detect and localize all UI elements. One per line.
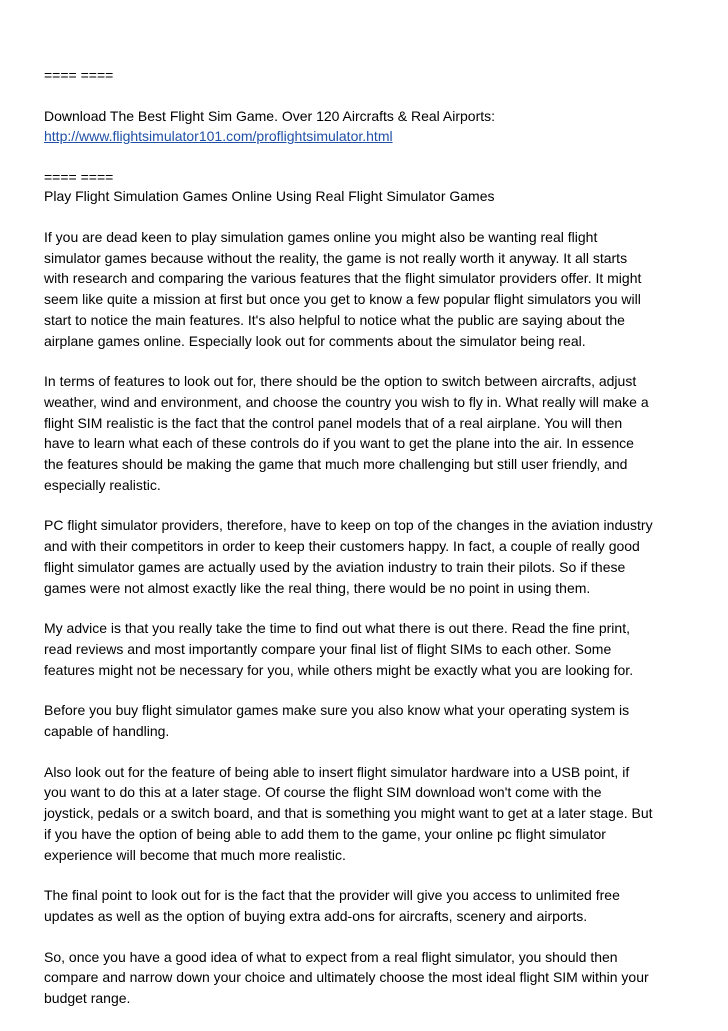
text-line: the features should be making the game that much more challenging but still user friendly, and [44, 456, 628, 473]
text-line: seem like quite a mission at first but once you get to know a few popular flight simulators you will [44, 291, 641, 308]
text-line: have to learn what each of these controls do if you want to get the plane into the air. In essence [44, 435, 634, 452]
text-line: The final point to look out for is the fact that the provider will give you access to unlimited free [44, 887, 620, 904]
separator-top: ==== ==== [44, 67, 114, 83]
text-line: features might not be necessary for you, while others might be exactly what you are looking for. [44, 661, 634, 678]
text-line: compare and narrow down your choice and ultimately choose the most ideal flight SIM within your [44, 969, 649, 986]
text-line: Also look out for the feature of being able to insert flight simulator hardware into a USB point, if [44, 763, 630, 780]
text-line: flight SIM realistic is the fact that the control panel models that of a real airplane. You will then [44, 414, 623, 431]
paragraph-4 [44, 618, 694, 680]
promo-text: Download The Best Flight Sim Game. Over 120 Aircrafts & Real Airports: [44, 108, 496, 124]
paragraph-1 [44, 227, 694, 351]
text-line: experience will become that much more realistic. [44, 846, 346, 863]
paragraph-6 [44, 762, 694, 866]
text-line: My advice is that you really take the time to find out what there is out there. Read the fine print, [44, 620, 630, 637]
text-line: PC flight simulator providers, therefore, have to keep on top of the changes in the aviation industry [44, 517, 653, 534]
text-line: Before you buy flight simulator games make sure you also know what your operating system is [44, 702, 630, 719]
text-line: airplane games online. Especially look out for comments about the simulator being real. [44, 332, 586, 349]
promo-link[interactable]: http://www.flightsimulator101.com/proflightsimulator.html [44, 128, 393, 144]
paragraph-8 [44, 947, 694, 1009]
text-line: budget range. [44, 990, 131, 1007]
text-line: with research and comparing the various features that the flight simulator providers offer. It might [44, 270, 642, 287]
text-line: So, once you have a good idea of what to expect from a real flight simulator, you should then [44, 948, 618, 965]
text-line: flight simulator games are actually used by the aviation industry to train their pilots. So if these [44, 558, 626, 575]
text-line: If you are dead keen to play simulation games online you might also be wanting real flight [44, 229, 598, 245]
text-line: especially realistic. [44, 476, 161, 493]
text-line: updates as well as the option of buying extra add-ons for aircrafts, scenery and airports. [44, 907, 588, 924]
text-line: games were not almost exactly like the real thing, there would be no point in using them. [44, 579, 591, 596]
paragraph-3 [44, 515, 694, 598]
text-line: capable of handling. [44, 723, 170, 740]
text-line: read reviews and most importantly compare your final list of flight SIMs to each other. Some [44, 640, 612, 657]
paragraph-7 [44, 885, 694, 926]
text-line: start to notice the main features. It's also helpful to notice what the public are saying about the [44, 311, 625, 328]
article-title: Play Flight Simulation Games Online Using Real Flight Simulator Games [44, 188, 495, 204]
paragraph-5 [44, 700, 694, 741]
text-line: joystick, pedals or a switch board, and that is something you might want to get at a later stage. But [44, 805, 653, 822]
text-line: and with their competitors in order to keep their customers happy. In fact, a couple of really good [44, 538, 640, 555]
text-line: simulator games because without the reality, the game is not really worth it anyway. It all starts [44, 249, 628, 266]
text-line: weather, wind and environment, and choose the country you wish to fly in. What really will make a [44, 393, 649, 410]
text-line: In terms of features to look out for, there should be the option to switch between aircrafts, adjust [44, 373, 637, 390]
text-line: if you have the option of being able to add them to the game, your online pc flight simulator [44, 825, 606, 842]
paragraph-2 [44, 371, 694, 495]
article-body [44, 227, 694, 1029]
text-line: you want to do this at a later stage. Of course the flight SIM download won't come with the [44, 784, 602, 801]
separator-bottom: ==== ==== [44, 169, 114, 185]
